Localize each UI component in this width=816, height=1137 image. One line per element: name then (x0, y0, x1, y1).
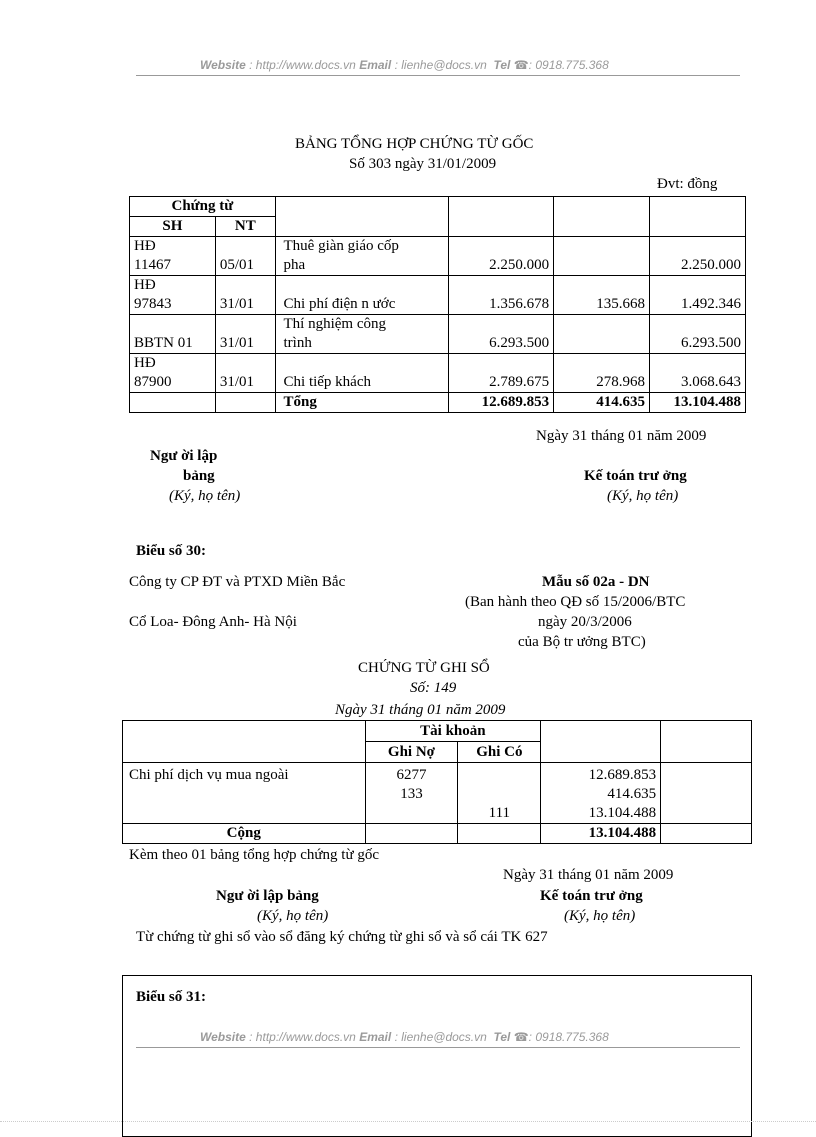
total-amount: 13.104.488 (541, 824, 661, 844)
summary-preparer-2: bảng (183, 468, 215, 484)
summary-accountant-sign: (Ký, họ tên) (607, 488, 679, 504)
form31-box (122, 975, 752, 1137)
table-row: HĐ 87900 31/01 Chi tiếp khách 2.789.675 278.968 3.068.643 (130, 354, 746, 393)
voucher-preparer-sign: (Ký, họ tên) (257, 908, 329, 924)
table-header-row (130, 197, 746, 217)
col-group-header: Chứng từ (130, 197, 276, 217)
col-debit: Ghi Nợ (365, 742, 458, 763)
email-label: Email (359, 58, 392, 72)
form30-label: Biểu số 30: (136, 543, 207, 559)
row-description: Chi phí dịch vụ mua ngoài (123, 763, 366, 824)
website-label: Website (200, 58, 246, 72)
summary-table (129, 196, 746, 413)
company-address: Cổ Loa- Đông Anh- Hà Nội (129, 614, 297, 630)
voucher-title: CHỨNG TỪ GHI SỔ (358, 660, 490, 676)
header-rule (136, 75, 740, 76)
total-row (130, 393, 746, 413)
page-header (200, 58, 609, 72)
tel-value: : 0918.775.368 (528, 58, 609, 72)
total-v3: 13.104.488 (650, 393, 746, 413)
email-value: : lienhe@docs.vn (394, 58, 487, 72)
page-footer-header: Website : http://www.docs.vn Email : lienhe@docs.vn Tel ☎: 0918.775.368 (200, 1030, 609, 1044)
phone-icon: ☎ (513, 58, 529, 72)
total-v1: 12.689.853 (449, 393, 554, 413)
voucher-accountant-sign: (Ký, họ tên) (564, 908, 636, 924)
website-url: : http://www.docs.vn (249, 58, 356, 72)
summary-subtitle: Số 303 ngày 31/01/2009 (349, 156, 497, 172)
col-credit: Ghi Có (458, 742, 541, 763)
footer-rule (136, 1047, 740, 1048)
voucher-accountant: Kế toán trư ởng (540, 888, 643, 904)
phone-icon: ☎ (513, 1030, 529, 1044)
attached-note: Kèm theo 01 bảng tổng hợp chứng từ gốc (129, 847, 379, 863)
total-v2: 414.635 (554, 393, 650, 413)
tel-label: Tel (493, 58, 511, 72)
form31-label: Biểu số 31: (136, 989, 207, 1005)
total-row (123, 824, 752, 844)
unit-label: Đvt: đồng (657, 176, 718, 192)
voucher-date: Ngày 31 tháng 01 năm 2009 (335, 702, 506, 718)
summary-preparer-sign: (Ký, họ tên) (169, 488, 241, 504)
col-sh: SH (130, 217, 216, 237)
total-label: Tổng (283, 394, 317, 410)
col-nt: NT (215, 217, 275, 237)
company-name: Công ty CP ĐT và PTXD Miền Bắc (129, 574, 346, 590)
summary-accountant: Kế toán trư ởng (584, 468, 687, 484)
page-edge (0, 1121, 816, 1122)
voucher-preparer: Ngư ời lập bảng (216, 888, 319, 904)
summary-date: Ngày 31 tháng 01 năm 2009 (536, 428, 707, 444)
flow-note: Từ chứng từ ghi sổ vào sổ đăng ký chứng từ ghi sổ và sổ cái TK 627 (136, 929, 548, 945)
summary-title: BẢNG TỔNG HỢP CHỨNG TỪ GỐC (295, 136, 534, 152)
issued-line-2: ngày 20/3/2006 (538, 614, 632, 630)
issued-line-3: của Bộ tr ưởng BTC) (518, 634, 646, 650)
summary-preparer-1: Ngư ời lập (150, 448, 218, 464)
table-row: BBTN 01 31/01 Thí nghiệm công trình 6.293.500 6.293.500 (130, 315, 746, 354)
table-row: HĐ 11467 05/01 Thuê giàn giáo cốp pha 2.250.000 2.250.000 (130, 237, 746, 276)
table-row: HĐ 97843 31/01 Chi phí điện n ước 1.356.678 135.668 1.492.346 (130, 276, 746, 315)
total-label: Cộng (123, 824, 366, 844)
issued-line-1: (Ban hành theo QĐ số 15/2006/BTC (465, 594, 686, 610)
col-account: Tài khoản (365, 721, 541, 742)
form-number: Mẫu số 02a - DN (542, 574, 650, 590)
table-row: Chi phí dịch vụ mua ngoài 6277 133 111 12.689.853 414.635 13.104.488 (123, 763, 752, 824)
voucher-date-line: Ngày 31 tháng 01 năm 2009 (503, 867, 674, 883)
voucher-number: Số: 149 (410, 680, 457, 696)
voucher-table (122, 720, 752, 844)
